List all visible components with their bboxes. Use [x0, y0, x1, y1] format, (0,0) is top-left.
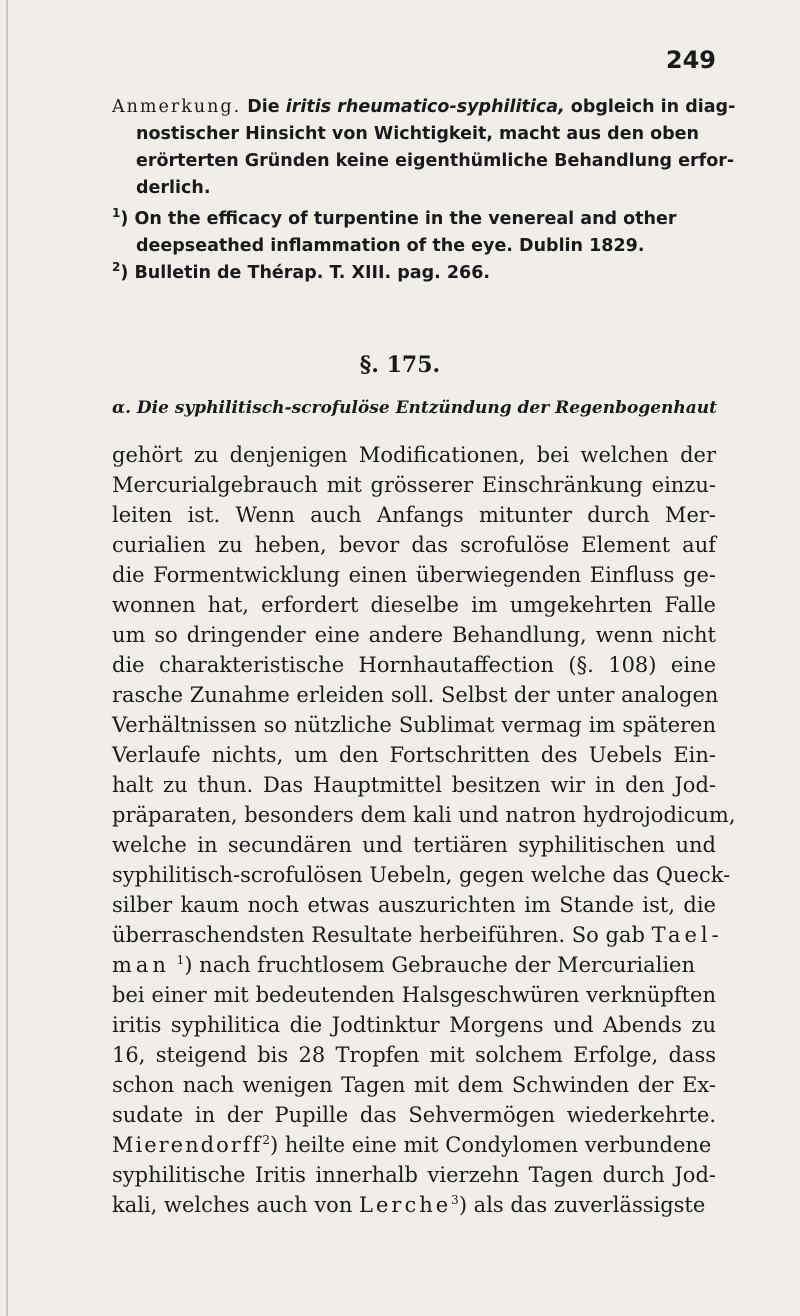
body-line: um so dringender eine andere Behandlung, wenn nicht — [112, 623, 716, 647]
page-number: 249 — [665, 46, 716, 74]
body-line: silber kaum noch etwas auszurichten im Stande ist, die — [112, 893, 716, 917]
body-text: überraschendsten Resultate herbeiführen. So gab — [112, 923, 652, 947]
author-name-mierendorff: Mierendorff — [112, 1133, 263, 1157]
footnote-1: $^1$) On the efficacy of turpentine in the venereal and other — [112, 206, 677, 229]
footnote-text: On the efficacy of turpentine in the venereal and other — [128, 209, 677, 229]
body-line: bei einer mit bedeutenden Halsgeschwüren verknüpften — [112, 983, 716, 1007]
body-line: leiten ist. Wenn auch Anfangs mitunter durch Mer- — [112, 503, 716, 527]
body-line: 16, steigend bis 28 Tropfen mit solchem Erfolge, dass — [112, 1043, 716, 1067]
body-text: ) heilte eine mit Condylomen verbundene — [269, 1133, 712, 1157]
body-line: die Formentwicklung einen überwiegenden Einfluss ge- — [112, 563, 716, 587]
section-subheading: α. Die syphilitisch-scrofulöse Entzündung der Regenbogenhaut — [112, 398, 717, 418]
footnote-mark: 1 — [112, 206, 121, 221]
body-line: welche in secundären und tertiären syphilitischen und — [112, 833, 716, 857]
note-line: erörterten Gründen keine eigenthümliche Behandlung erfor- — [136, 151, 735, 171]
footnote-1-cont: deepseathed inflammation of the eye. Dublin 1829. — [136, 236, 645, 256]
body-line: syphilitisch-scrofulösen Uebeln, gegen welche das Queck- — [112, 863, 731, 887]
body-text: ) als das zuverlässigste — [458, 1193, 706, 1217]
body-line — [112, 1190, 716, 1220]
page-edge-line — [6, 0, 8, 1316]
note-text: Die — [241, 97, 286, 117]
note-text: obgleich in diag- — [564, 97, 736, 117]
footnote-ref: 2 — [262, 1133, 270, 1147]
body-line: wonnen hat, erfordert dieselbe im umgekehrten Falle — [112, 593, 716, 617]
body-line: syphilitische Iritis innerhalb vierzehn Tagen durch Jod- — [112, 1163, 716, 1187]
body-line: curialien zu heben, bevor das scrofulöse Element auf — [112, 533, 716, 557]
body-line — [112, 920, 723, 950]
footnote-mark: 2 — [112, 260, 121, 275]
note-italic-term: iritis rheumatico-syphilitica, — [285, 97, 565, 117]
footnote-2: $^2$) Bulletin de Thérap. T. XIII. pag. 266. — [112, 260, 491, 283]
footnote-text: Bulletin de Thérap. T. XIII. pag. 266. — [128, 263, 491, 283]
body-line: präparaten, besonders dem kali und natron hydrojodicum, — [112, 803, 736, 827]
body-line — [112, 1130, 716, 1160]
body-line: sudate in der Pupille das Sehvermögen wiederkehrte. — [112, 1103, 716, 1127]
body-line: Mercurialgebrauch mit grösserer Einschränkung einzu- — [112, 473, 716, 497]
note-line-1 — [112, 94, 736, 121]
author-name-lerche: Lerche — [359, 1193, 452, 1217]
body-text: kali, welches auch von — [112, 1193, 360, 1217]
body-line: schon nach wenigen Tagen mit dem Schwinden der Ex- — [112, 1073, 716, 1097]
body-text: ) nach fruchtlosem Gebrauche der Mercurialien — [184, 953, 696, 977]
body-line: rasche Zunahme erleiden soll. Selbst der unter analogen — [112, 683, 719, 707]
footnote-ref: 3 — [451, 1193, 459, 1207]
body-line: die charakteristische Hornhautaffection (§. 108) eine — [112, 653, 716, 677]
section-title: §. 175. — [359, 352, 441, 378]
body-line: halt zu thun. Das Hauptmittel besitzen wir in den Jod- — [112, 773, 716, 797]
body-line: iritis syphilitica die Jodtinktur Morgens und Abends zu — [112, 1013, 716, 1037]
body-line: Verhältnissen so nützliche Sublimat vermag im späteren — [112, 713, 716, 737]
body-line — [112, 950, 716, 980]
body-line: Verlaufe nichts, um den Fortschritten des Uebels Ein- — [112, 743, 716, 767]
body-line: gehört zu denjenigen Modificationen, bei welchen der — [112, 443, 716, 467]
author-name-taelman: Tael- — [651, 923, 723, 947]
note-line: derlich. — [136, 178, 211, 198]
note-line: nostischer Hinsicht von Wichtigkeit, macht aus den oben — [136, 124, 699, 144]
footnote-ref: 1 — [176, 953, 185, 967]
note-label: Anmerkung. — [112, 97, 242, 117]
author-name-taelman-cont: man — [112, 953, 170, 977]
